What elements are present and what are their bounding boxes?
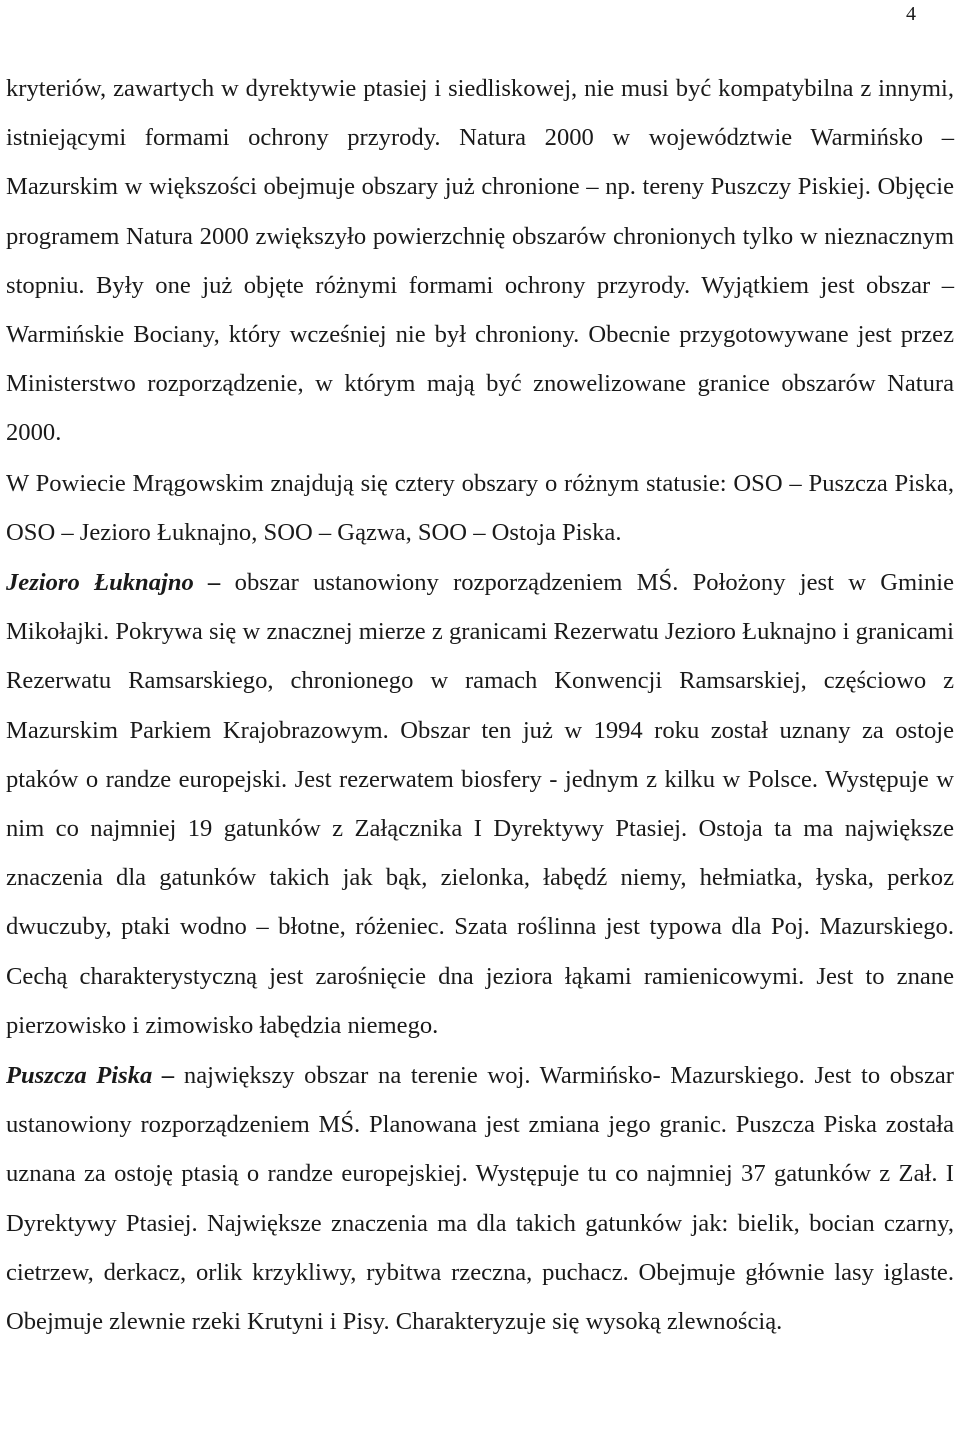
paragraph-puszcza-piska bbox=[6, 1051, 954, 1346]
term-jezioro-luknajno: Jezioro Łuknajno – bbox=[6, 569, 221, 597]
paragraph-text: obszar ustanowiony rozporządzeniem MŚ. Położony jest w Gminie Mikołajki. Pokrywa się w znacznej mierze z granicami Rezerwatu Jezioro Łuknajno i granicami Rezerwatu Ramsarskiego, chronionego w ramach Konwencji Ramsarskiej, częściowo z Mazurskim Parkiem Krajobrazowym. Obszar ten już w 1994 roku został uznany za ostoje ptaków o randze europejski. Jest rezerwatem biosfery - jednym z kilku w Polsce. Występuje w nim co najmniej 19 gatunków z Załącznika I Dyrektywy Ptasiej. Ostoja ta ma największe znaczenia dla gatunków takich jak bąk, zielonka, łabędź niemy, hełmiatka, łyska, perkoz dwuczuby, ptaki wodno – błotne, różeniec. Szata roślinna jest typowa dla Poj. Mazurskiego. Cechą charakterystyczną jest zarośnięcie dna jeziora łąkami ramienicowymi. Jest to znane pierzowisko i zimowisko łabędzia niemego. bbox=[6, 569, 954, 1039]
paragraph-text: W Powiecie Mrągowskim znajdują się cztery obszary o różnym statusie: OSO – Puszcza Piska, OSO – Jezioro Łuknajno, SOO – Gązwa, SOO – Ostoja Piska. bbox=[6, 469, 954, 546]
document-body bbox=[6, 64, 954, 1346]
paragraph-text: największy obszar na terenie woj. Warmińsko- Mazurskiego. Jest to obszar ustanowiony rozporządzeniem MŚ. Planowana jest zmiana jego granic. Puszcza Piska została uznana za ostoję ptasią o randze europejskiej. Występuje tu co najmniej 37 gatunków z Zał. I Dyrektywy Ptasiej. Największe znaczenia ma dla takich gatunków jak: bielik, bocian czarny, cietrzew, derkacz, orlik krzykliwy, rybitwa rzeczna, puchacz. Obejmuje głównie lasy iglaste. Obejmuje zlewnie rzeki Krutyni i Pisy. Charakteryzuje się wysoką zlewnością. bbox=[6, 1062, 954, 1336]
paragraph-natura-2000 bbox=[6, 64, 954, 458]
page-number: 4 bbox=[906, 3, 916, 25]
paragraph-jezioro-luknajno bbox=[6, 558, 954, 1050]
paragraph-powiat-mragowski bbox=[6, 459, 954, 557]
term-puszcza-piska: Puszcza Piska – bbox=[6, 1062, 175, 1090]
paragraph-text: kryteriów, zawartych w dyrektywie ptasiej i siedliskowej, nie musi być kompatybilna z innymi, istniejącymi formami ochrony przyrody. Natura 2000 w województwie Warmińsko – Mazurskim w większości obejmuje obszary już chronione – np. tereny Puszczy Piskiej. Objęcie programem Natura 2000 zwiększyło powierzchnię obszarów chronionych tylko w nieznacznym stopniu. Były one już objęte różnymi formami ochrony przyrody. Wyjątkiem jest obszar – Warmińskie Bociany, który wcześniej nie był chroniony. Obecnie przygotowywane jest przez Ministerstwo rozporządzenie, w którym mają być znowelizowane granice obszarów Natura 2000. bbox=[6, 75, 954, 447]
